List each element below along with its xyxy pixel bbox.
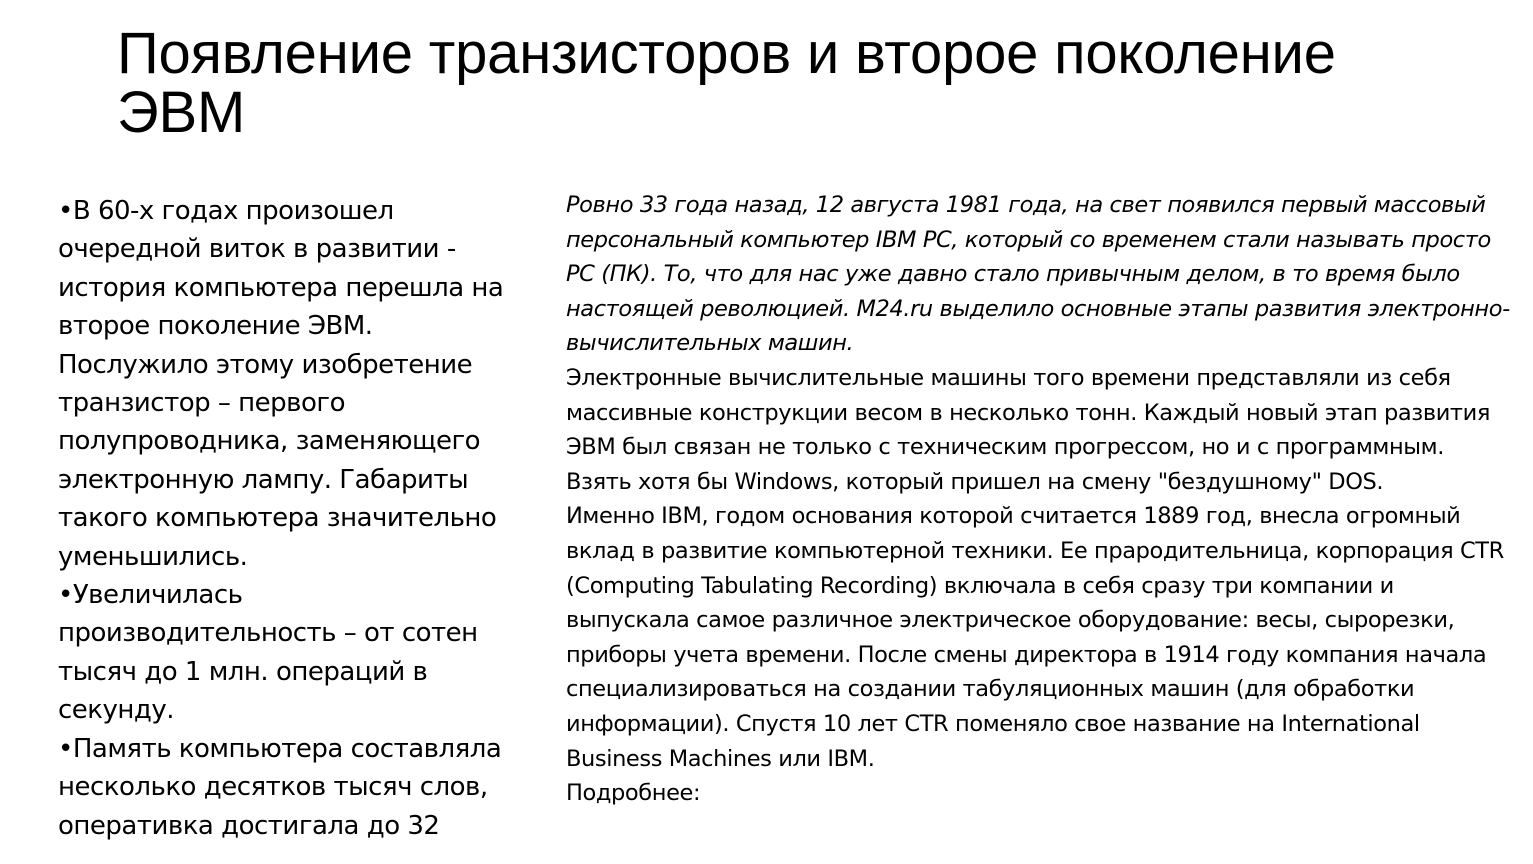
bullet-list <box>58 192 528 864</box>
bullet-item-1: •В 60-х годах произошел очередной виток в развитии - история компьютера перешла на второе поколение ЭВМ. Послужило этому изобретение транзистор – первого полупроводника, заменяющего электронную лампу. Габариты такого компьютера значительно уменьшились. <box>58 196 504 572</box>
article-intro: Ровно 33 года назад, 12 августа 1981 года, на свет появился первый массовый персональный компьютер IBM PC, который со временем стали называть просто PC (ПК). То, что для нас уже давно стало привычным делом, в то время было настоящей революцией. M24.ru выделило основные этапы развития электронно-вычислительных машин. <box>566 192 1510 357</box>
slide-title: Появление транзисторов и второе поколение ЭВМ <box>117 21 1336 145</box>
article-paragraph-1: Электронные вычислительные машины того времени представляли из себя массивные конструкции весом в несколько тонн. Каждый новый этап развития ЭВМ был связан не только с техническим прогрессом, но и с программным. Взять хотя бы Windows, который пришел на смену "бездушному" DOS. <box>566 364 1491 495</box>
article-text <box>566 188 1516 864</box>
article-more-label: Подробнее: <box>566 780 701 807</box>
bullet-item-2: •Увеличилась производительность – от сотен тысяч до 1 млн. операций в секунду. <box>58 580 478 726</box>
bullet-item-3: •Память компьютера составляла несколько десятков тысяч слов, оперативка достигала до 32 <box>58 733 502 841</box>
article-paragraph-2: Именно IBM, годом основания которой считается 1889 год, внесла огромный вклад в развитие компьютерной техники. Ее прародительница, корпорация CTR (Computing Tabulating Recording) включала в себя сразу три компании и выпускала самое различное электрическое оборудование: весы, сырорезки, приборы учета времени. После смены директора в 1914 году компания начала специализироваться на создании табуляционных машин (для обработки информации). Спустя 10 лет CTR поменяло свое название на International Business Machines или IBM. <box>566 503 1504 772</box>
